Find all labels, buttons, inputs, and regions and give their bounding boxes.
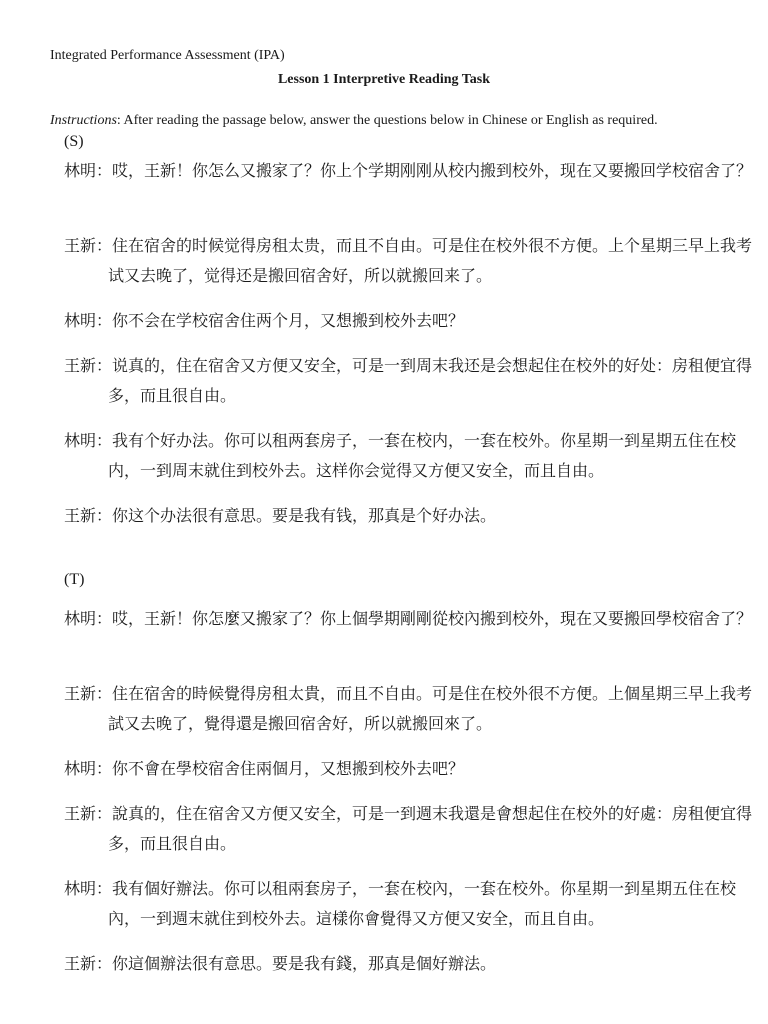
dialogue-turn: [64, 754, 754, 784]
speaker-name: 王新：: [64, 684, 113, 703]
dialogue-turn: [64, 231, 754, 291]
speaker-name: 林明：: [64, 161, 113, 180]
dialogue-turn: [64, 351, 754, 411]
section-label-simplified: (S): [64, 133, 84, 150]
speaker-name: 王新：: [64, 804, 113, 823]
turn-text: 哎，王新！你怎么又搬家了？你上个学期刚刚从校内搬到校外，现在又要搬回学校宿舍了？: [112, 161, 753, 180]
turn-text: 哎，王新！你怎麼又搬家了？你上個學期剛剛從校內搬到校外，現在又要搬回學校宿舍了？: [112, 609, 753, 628]
lesson-title: Lesson 1 Interpretive Reading Task: [277, 72, 491, 87]
turn-text: 住在宿舍的时候觉得房租太贵，而且不自由。可是住在校外很不方便。上个星期三早上我考试又去晚了，觉得还是搬回宿舍好，所以就搬回来了。: [108, 236, 753, 285]
dialogue-turn: [64, 501, 754, 531]
dialogue-turn: [64, 306, 754, 336]
dialogue-turn: [64, 679, 754, 739]
speaker-name: 林明：: [64, 311, 113, 330]
speaker-name: 林明：: [64, 609, 113, 628]
dialogue-simplified: [64, 156, 754, 546]
instructions-label: Instructions: [50, 113, 117, 128]
section-label-traditional: (T): [64, 571, 85, 588]
dialogue-turn: [64, 156, 754, 216]
speaker-name: 王新：: [64, 356, 113, 375]
speaker-name: 王新：: [64, 236, 113, 255]
turn-text: 你這個辦法很有意思。要是我有錢，那真是個好辦法。: [112, 954, 497, 973]
speaker-name: 林明：: [64, 759, 113, 778]
dialogue-turn: [64, 874, 754, 934]
turn-text: 你不会在学校宿舍住两个月，又想搬到校外去吧？: [112, 311, 465, 330]
speaker-name: 林明：: [64, 431, 113, 450]
assessment-heading: Integrated Performance Assessment (IPA): [50, 48, 285, 63]
turn-text: 你不會在學校宿舍住兩個月，又想搬到校外去吧？: [112, 759, 465, 778]
dialogue-turn: [64, 604, 754, 664]
turn-text: 说真的，住在宿舍又方便又安全，可是一到周末我还是会想起住在校外的好处：房租便宜得多，而且很自由。: [108, 356, 753, 405]
turn-text: 我有個好辦法。你可以租兩套房子，一套在校內，一套在校外。你星期一到星期五住在校內，一到週末就住到校外去。這樣你會覺得又方便又安全，而且自由。: [108, 879, 737, 928]
turn-text: 你这个办法很有意思。要是我有钱，那真是个好办法。: [112, 506, 497, 525]
instructions-text: : After reading the passage below, answer the questions below in Chinese or English as required.: [116, 113, 658, 128]
speaker-name: 林明：: [64, 879, 113, 898]
dialogue-traditional: [64, 604, 754, 994]
dialogue-turn: [64, 426, 754, 486]
speaker-name: 王新：: [64, 506, 113, 525]
speaker-name: 王新：: [64, 954, 113, 973]
dialogue-turn: [64, 799, 754, 859]
turn-text: 我有个好办法。你可以租两套房子，一套在校内，一套在校外。你星期一到星期五住在校内，一到周末就住到校外去。这样你会觉得又方便又安全，而且自由。: [108, 431, 737, 480]
dialogue-turn: [64, 949, 754, 979]
turn-text: 住在宿舍的時候覺得房租太貴，而且不自由。可是住在校外很不方便。上個星期三早上我考試又去晚了，覺得還是搬回宿舍好，所以就搬回來了。: [108, 684, 753, 733]
instructions: [50, 111, 658, 131]
turn-text: 說真的，住在宿舍又方便又安全，可是一到週末我還是會想起住在校外的好處：房租便宜得多，而且很自由。: [108, 804, 753, 853]
